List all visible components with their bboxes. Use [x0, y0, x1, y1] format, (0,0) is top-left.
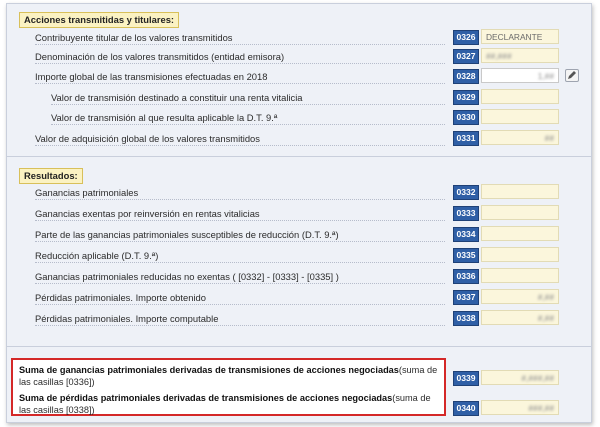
form-panel — [6, 3, 592, 423]
dotted-leader — [35, 63, 445, 64]
row-label: Contribuyente titular de los valores transmitidos — [35, 32, 233, 43]
box-code: 0327 — [453, 49, 479, 64]
field-0335[interactable] — [481, 247, 559, 262]
field-0327[interactable] — [481, 48, 559, 63]
field-0334[interactable] — [481, 226, 559, 241]
box-code: 0333 — [453, 206, 479, 221]
row-label: Valor de transmisión al que resulta aplicable la D.T. 9.ª — [51, 112, 278, 123]
box-code: 0329 — [453, 90, 479, 105]
row-0337 — [7, 289, 591, 307]
dotted-leader — [35, 304, 445, 305]
field-0336[interactable] — [481, 268, 559, 283]
row-0331 — [7, 130, 591, 148]
pencil-icon — [566, 70, 578, 81]
row-0326 — [7, 29, 591, 47]
row-0327 — [7, 48, 591, 66]
box-code: 0328 — [453, 69, 479, 84]
summary-0340-note: (suma de las casillas [0338]) — [19, 393, 431, 415]
box-code: 0331 — [453, 131, 479, 146]
box-code: 0339 — [453, 371, 479, 386]
field-0328[interactable] — [481, 68, 559, 83]
row-label: Pérdidas patrimoniales. Importe obtenido — [35, 292, 206, 303]
field-value: ###,## — [528, 403, 554, 413]
box-code: 0330 — [453, 110, 479, 125]
row-label: Reducción aplicable (D.T. 9.ª) — [35, 250, 159, 261]
field-value: 1,## — [537, 71, 554, 81]
field-0331[interactable] — [481, 130, 559, 145]
box-code: 0336 — [453, 269, 479, 284]
dotted-leader — [35, 199, 445, 200]
section-title-acciones: Acciones transmitidas y titulares: — [19, 12, 179, 28]
row-0329 — [7, 89, 591, 107]
field-0340[interactable] — [481, 400, 559, 415]
row-label: Denominación de los valores transmitidos (entidad emisora) — [35, 51, 285, 62]
field-0337[interactable] — [481, 289, 559, 304]
dotted-leader — [35, 283, 445, 284]
section-divider — [7, 156, 591, 157]
dotted-leader — [35, 241, 445, 242]
row-0339 — [7, 370, 591, 388]
row-0332 — [7, 184, 591, 202]
box-code: 0332 — [453, 185, 479, 200]
row-label: Importe global de las transmisiones efectuadas en 2018 — [35, 71, 268, 82]
field-0338[interactable] — [481, 310, 559, 325]
box-code: 0334 — [453, 227, 479, 242]
dotted-leader — [35, 325, 445, 326]
dotted-leader — [35, 145, 445, 146]
summary-0340-title: Suma de pérdidas patrimoniales derivadas de transmisiones de acciones negociadas — [19, 393, 393, 403]
dotted-leader — [35, 220, 445, 221]
row-label: Valor de transmisión destinado a constituir una renta vitalicia — [51, 92, 303, 103]
row-label: Ganancias patrimoniales reducidas no exentas ( [0332] - [0333] - [0335] ) — [35, 271, 339, 282]
field-0332[interactable] — [481, 184, 559, 199]
box-code: 0340 — [453, 401, 479, 416]
row-0335 — [7, 247, 591, 265]
dotted-leader — [35, 44, 445, 45]
edit-button[interactable] — [565, 69, 579, 82]
box-code: 0338 — [453, 311, 479, 326]
field-0329[interactable] — [481, 89, 559, 104]
dotted-leader — [51, 124, 445, 125]
field-value: #,## — [537, 292, 554, 302]
box-code: 0335 — [453, 248, 479, 263]
field-value: ##,### — [486, 51, 512, 61]
row-0340 — [7, 400, 591, 418]
section-title-resultados: Resultados: — [19, 168, 83, 184]
dotted-leader — [51, 104, 445, 105]
field-0339[interactable] — [481, 370, 559, 385]
row-label: Ganancias exentas por reinversión en rentas vitalicias — [35, 208, 260, 219]
section-divider — [7, 346, 591, 347]
row-0330 — [7, 109, 591, 127]
field-value: #,## — [537, 313, 554, 323]
row-label: Valor de adquisición global de los valores transmitidos — [35, 133, 260, 144]
summary-0339-title: Suma de ganancias patrimoniales derivadas de transmisiones de acciones negociadas — [19, 365, 399, 375]
field-0326[interactable]: DECLARANTE — [481, 29, 559, 44]
row-label: Parte de las ganancias patrimoniales susceptibles de reducción (D.T. 9.ª) — [35, 229, 339, 240]
field-0333[interactable] — [481, 205, 559, 220]
row-0333 — [7, 205, 591, 223]
dotted-leader — [35, 262, 445, 263]
row-0334 — [7, 226, 591, 244]
row-0336 — [7, 268, 591, 286]
summary-0339-note: (suma de las casillas [0336]) — [19, 365, 438, 387]
box-code: 0337 — [453, 290, 479, 305]
row-0338 — [7, 310, 591, 328]
row-label: Pérdidas patrimoniales. Importe computable — [35, 313, 219, 324]
row-0328 — [7, 68, 591, 86]
dotted-leader — [35, 83, 445, 84]
field-0330[interactable] — [481, 109, 559, 124]
field-value: #,###,## — [521, 373, 554, 383]
box-code: 0326 — [453, 30, 479, 45]
row-label: Ganancias patrimoniales — [35, 187, 139, 198]
field-value: ## — [544, 133, 554, 143]
